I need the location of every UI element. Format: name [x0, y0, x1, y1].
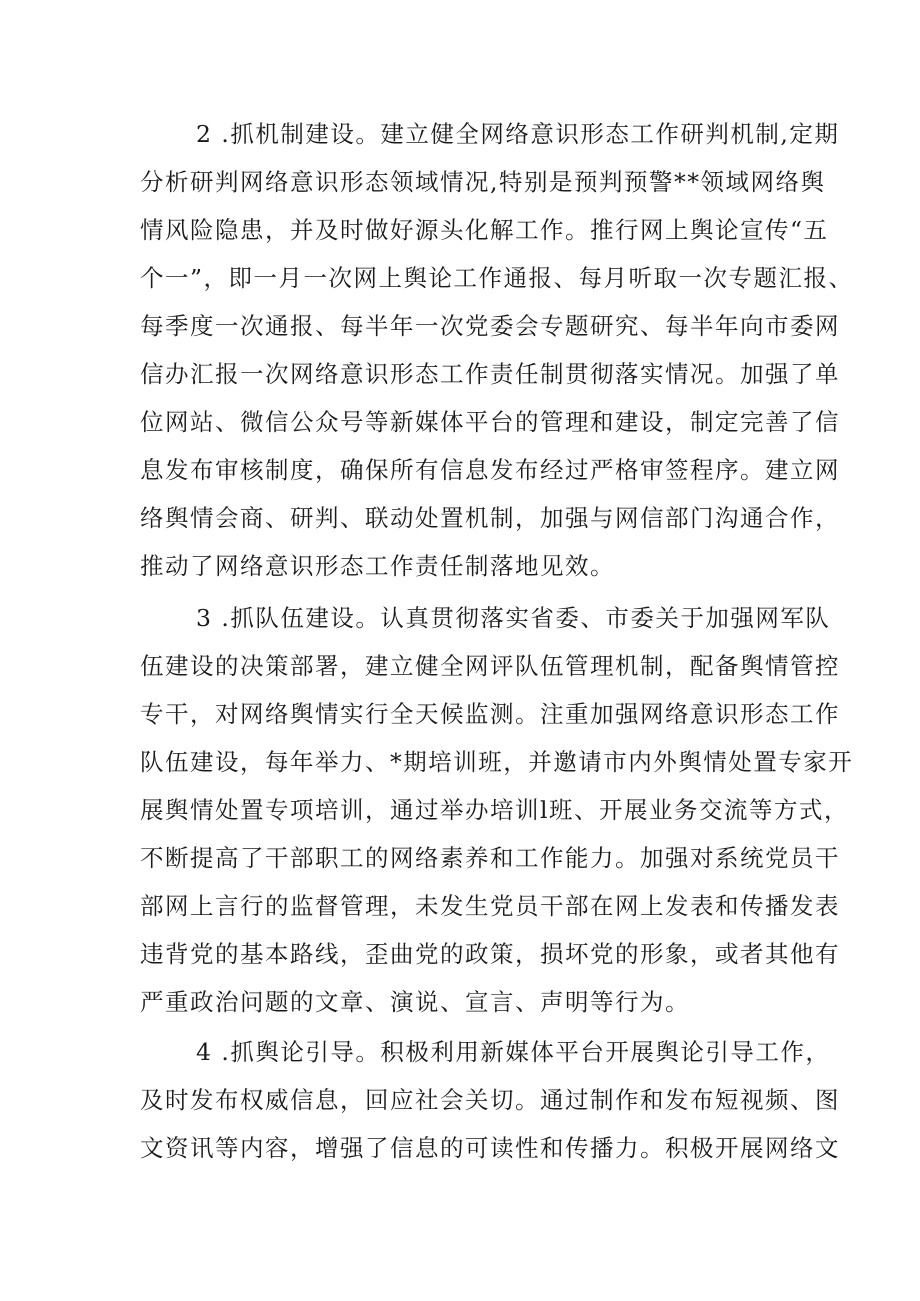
paragraph-2-line-6: 信办汇报一次网络意识形态工作责任制贯彻落实情况。加强了单	[140, 360, 840, 388]
paragraph-3-line-4: 队伍建设，每年举力、*期培训班，并邀请市内外舆情处置专家开	[140, 748, 854, 776]
paragraph-3-line-2: 伍建设的决策部署，建立健全网评队伍管理机制，配备舆情管控	[140, 652, 840, 680]
paragraph-2-line-10: 推动了网络意识形态工作责任制落地见效。	[140, 552, 615, 580]
paragraph-4-line-1: 4 .抓舆论引导。积极利用新媒体平台开展舆论引导工作，	[196, 1038, 831, 1066]
paragraph-3-line-1: 3 .抓队伍建设。认真贯彻落实省委、市委关于加强网军队	[196, 604, 831, 632]
paragraph-3-line-9: 严重政治问题的文章、演说、宣言、声明等行为。	[140, 988, 690, 1016]
paragraph-2-line-3: 情风险隐患，并及时做好源头化解工作。推行网上舆论宣传“五	[140, 216, 829, 244]
paragraph-2-line-7: 位网站、微信公众号等新媒体平台的管理和建设，制定完善了信	[140, 408, 840, 436]
paragraph-2-line-8: 息发布审核制度，确保所有信息发布经过严格审签程序。建立网	[140, 456, 840, 484]
paragraph-3-line-7: 部网上言行的监督管理，未发生党员干部在网上发表和传播发表	[140, 892, 840, 920]
paragraph-3-line-3: 专干，对网络舆情实行全天候监测。注重加强网络意识形态工作	[140, 700, 840, 728]
paragraph-4-line-3: 文资讯等内容，增强了信息的可读性和传播力。积极开展网络文	[140, 1134, 840, 1162]
paragraph-2-line-2: 分析研判网络意识形态领域情况,特别是预判预警**领域网络舆	[140, 168, 826, 196]
paragraph-2-line-4: 个一”，即一月一次网上舆论工作通报、每月听取一次专题汇报、	[140, 264, 854, 292]
paragraph-2-line-1: 2 .抓机制建设。建立健全网络意识形态工作研判机制,定期	[196, 120, 840, 148]
paragraph-2-line-5: 每季度一次通报、每半年一次党委会专题研究、每半年向市委网	[140, 312, 840, 340]
paragraph-2-line-9: 络舆情会商、研判、联动处置机制，加强与网信部门沟通合作，	[140, 504, 840, 532]
paragraph-4-line-2: 及时发布权威信息，回应社会关切。通过制作和发布短视频、图	[140, 1086, 840, 1114]
paragraph-3-line-8: 违背党的基本路线，歪曲党的政策，损坏党的形象，或者其他有	[140, 940, 840, 968]
paragraph-3-line-5: 展舆情处置专项培训，通过举办培训l班、开展业务交流等方式，	[140, 796, 850, 824]
paragraph-3-line-6: 不断提高了干部职工的网络素养和工作能力。加强对系统党员干	[140, 844, 840, 872]
